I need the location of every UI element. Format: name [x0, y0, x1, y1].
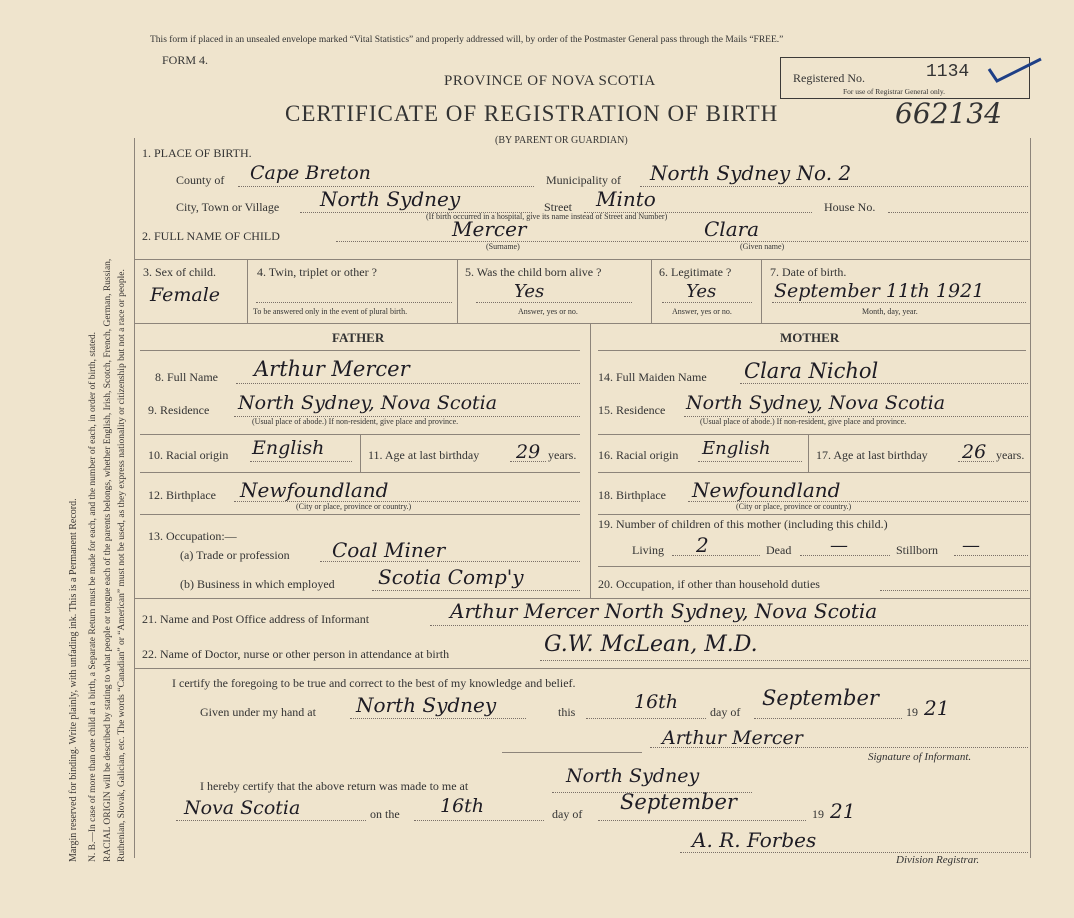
certify-day-of-label: day of: [710, 705, 741, 719]
father-birthplace-label: 12. Birthplace: [148, 488, 216, 502]
mother-heading: MOTHER: [780, 330, 840, 345]
father-trade-value: Coal Miner: [332, 538, 446, 562]
twin-label: 4. Twin, triplet or other ?: [257, 265, 377, 279]
dob-note: Month, day, year.: [862, 307, 918, 316]
mother-residence-label: 15. Residence: [598, 403, 666, 417]
certify-day-value: 16th: [634, 691, 679, 713]
registrar-place-2: Nova Scotia: [184, 797, 301, 819]
father-heading: FATHER: [332, 330, 385, 345]
mother-racial-value: English: [702, 438, 771, 459]
given-note: (Given name): [740, 242, 785, 251]
living-label: Living: [632, 543, 664, 557]
street-value: Minto: [596, 187, 656, 211]
mother-years-label: years.: [996, 448, 1025, 462]
given-at-label: Given under my hand at: [200, 705, 316, 719]
hospital-note: (If birth occurred in a hospital, give its name instead of Street and Number): [426, 212, 668, 221]
certify-this-label: this: [558, 705, 576, 719]
living-value: 2: [696, 533, 709, 557]
division-registrar-label: Division Registrar.: [896, 854, 980, 866]
legitimate-note: Answer, yes or no.: [672, 307, 732, 316]
mother-age-label: 17. Age at last birthday: [816, 448, 928, 462]
mother-birthplace-label: 18. Birthplace: [598, 488, 666, 502]
twin-note: To be answered only in the event of plural birth.: [253, 307, 408, 316]
father-birthplace-note: (City or place, province or country.): [296, 502, 412, 511]
dob-value: September 11th 1921: [774, 280, 985, 302]
child-name-label: 2. FULL NAME OF CHILD: [142, 229, 280, 243]
mother-racial-label: 16. Racial origin: [598, 448, 679, 462]
county-value: Cape Breton: [250, 162, 371, 184]
alive-value: Yes: [514, 281, 545, 302]
certify-year-value: 21: [924, 696, 950, 720]
father-name-label: 8. Full Name: [155, 370, 218, 384]
mother-residence-value: North Sydney, Nova Scotia: [686, 392, 946, 414]
father-birthplace-value: Newfoundland: [240, 478, 389, 502]
registrar-day-of-label: day of: [552, 807, 583, 821]
mother-birthplace-note: (City or place, province or country.): [736, 502, 852, 511]
father-occupation-label: 13. Occupation:—: [148, 529, 237, 543]
place-heading: 1. PLACE OF BIRTH.: [142, 146, 252, 160]
certify-text: I certify the foregoing to be true and correct to the best of my knowledge and belief.: [172, 676, 576, 690]
father-name-value: Arthur Mercer: [254, 357, 410, 381]
legitimate-value: Yes: [686, 281, 717, 302]
father-residence-value: North Sydney, Nova Scotia: [238, 392, 498, 414]
sex-label: 3. Sex of child.: [143, 265, 216, 279]
check-mark-icon: [985, 55, 1045, 85]
city-value: North Sydney: [320, 187, 461, 211]
city-label: City, Town or Village: [176, 200, 280, 214]
municipality-value: North Sydney No. 2: [650, 161, 852, 185]
informant-label: 21. Name and Post Office address of Informant: [142, 612, 370, 626]
father-trade-label: (a) Trade or profession: [180, 548, 290, 562]
mother-age-value: 26: [962, 441, 987, 463]
father-business-value: Scotia Comp'y: [378, 565, 524, 589]
stillborn-value: —: [962, 535, 980, 556]
signature-informant-label: Signature of Informant.: [868, 751, 972, 763]
province-heading: PROVINCE OF NOVA SCOTIA: [444, 73, 656, 89]
street-label: Street: [544, 200, 572, 214]
margin-note-1: Margin reserved for binding. Write plainly, with unfading ink. This is a Permanent Record.: [68, 498, 79, 862]
mother-occupation-label: 20. Occupation, if other than household duties: [598, 577, 820, 591]
stillborn-label: Stillborn: [896, 543, 939, 557]
alive-note: Answer, yes or no.: [518, 307, 578, 316]
informant-value: Arthur Mercer North Sydney, Nova Scotia: [450, 599, 878, 623]
dead-label: Dead: [766, 543, 792, 557]
informant-signature: Arthur Mercer: [662, 727, 803, 749]
father-residence-note: (Usual place of abode.) If non-resident, give place and province.: [252, 417, 459, 426]
dob-label: 7. Date of birth.: [770, 265, 847, 279]
doctor-value: G.W. McLean, M.D.: [544, 632, 758, 657]
margin-note-2: N. B.—In case of more than one child at a birth, a Separate Return must be made for each, and the number of each, in order of birth, stated.: [88, 332, 98, 862]
county-label: County of: [176, 173, 225, 187]
doctor-label: 22. Name of Doctor, nurse or other person in attendance at birth: [142, 647, 450, 661]
father-business-label: (b) Business in which employed: [180, 577, 335, 591]
house-label: House No.: [824, 200, 876, 214]
registrar-signature: A. R. Forbes: [692, 828, 817, 852]
registrar-year-value: 21: [830, 799, 856, 823]
child-given-name: Clara: [704, 217, 760, 241]
father-racial-value: English: [252, 437, 325, 459]
registered-label: Registered No.: [793, 71, 865, 85]
registrar-month-value: September: [620, 790, 737, 814]
mother-children-label: 19. Number of children of this mother (including this child.): [598, 517, 888, 531]
sex-value: Female: [150, 284, 221, 306]
father-age-value: 29: [516, 441, 541, 463]
certificate-number: 662134: [895, 97, 1002, 130]
municipality-label: Municipality of: [546, 173, 621, 187]
margin-note-4: Ruthenian, Slovak, Galician, etc. The words “Canadian” or “American” must not be used, as they express nationality or citizenship but not a race or people.: [117, 269, 127, 862]
page-title: CERTIFICATE OF REGISTRATION OF BIRTH: [285, 101, 779, 126]
mother-name-value: Clara Nichol: [744, 359, 879, 383]
given-place-value: North Sydney: [356, 693, 497, 717]
legitimate-label: 6. Legitimate ?: [659, 265, 732, 279]
mailing-notice: This form if placed in an unsealed envelope marked “Vital Statistics” and properly addressed will, by order of the Postmaster General pass through the Mails “FREE.”: [150, 35, 784, 45]
certify-month-value: September: [762, 686, 879, 710]
certify-year-prefix: 19: [906, 705, 918, 719]
page-subtitle: (BY PARENT OR GUARDIAN): [495, 135, 628, 146]
margin-note-3: RACIAL ORIGIN will be described by stating to what people or tongue each of the parents belongs, whether English, Irish, Scotch, French, German, Russian,: [103, 258, 113, 862]
registrar-on-label: on the: [370, 807, 400, 821]
registrar-day-value: 16th: [440, 795, 485, 817]
registrar-year-prefix: 19: [812, 807, 824, 821]
alive-label: 5. Was the child born alive ?: [465, 265, 602, 279]
form-number: FORM 4.: [162, 53, 209, 67]
registered-note: For use of Registrar General only.: [843, 87, 945, 96]
father-racial-label: 10. Racial origin: [148, 448, 229, 462]
registered-value: 1134: [926, 62, 970, 82]
mother-birthplace-value: Newfoundland: [692, 478, 841, 502]
dead-value: —: [830, 535, 848, 556]
mother-residence-note: (Usual place of abode.) If non-resident, give place and province.: [700, 417, 907, 426]
registrar-place-1: North Sydney: [566, 765, 700, 787]
father-years-label: years.: [548, 448, 577, 462]
mother-name-label: 14. Full Maiden Name: [598, 370, 707, 384]
father-age-label: 11. Age at last birthday: [368, 448, 480, 462]
father-residence-label: 9. Residence: [148, 403, 210, 417]
child-surname: Mercer: [452, 217, 527, 241]
registrar-text: I hereby certify that the above return was made to me at: [200, 779, 469, 793]
surname-note: (Surname): [486, 242, 520, 251]
